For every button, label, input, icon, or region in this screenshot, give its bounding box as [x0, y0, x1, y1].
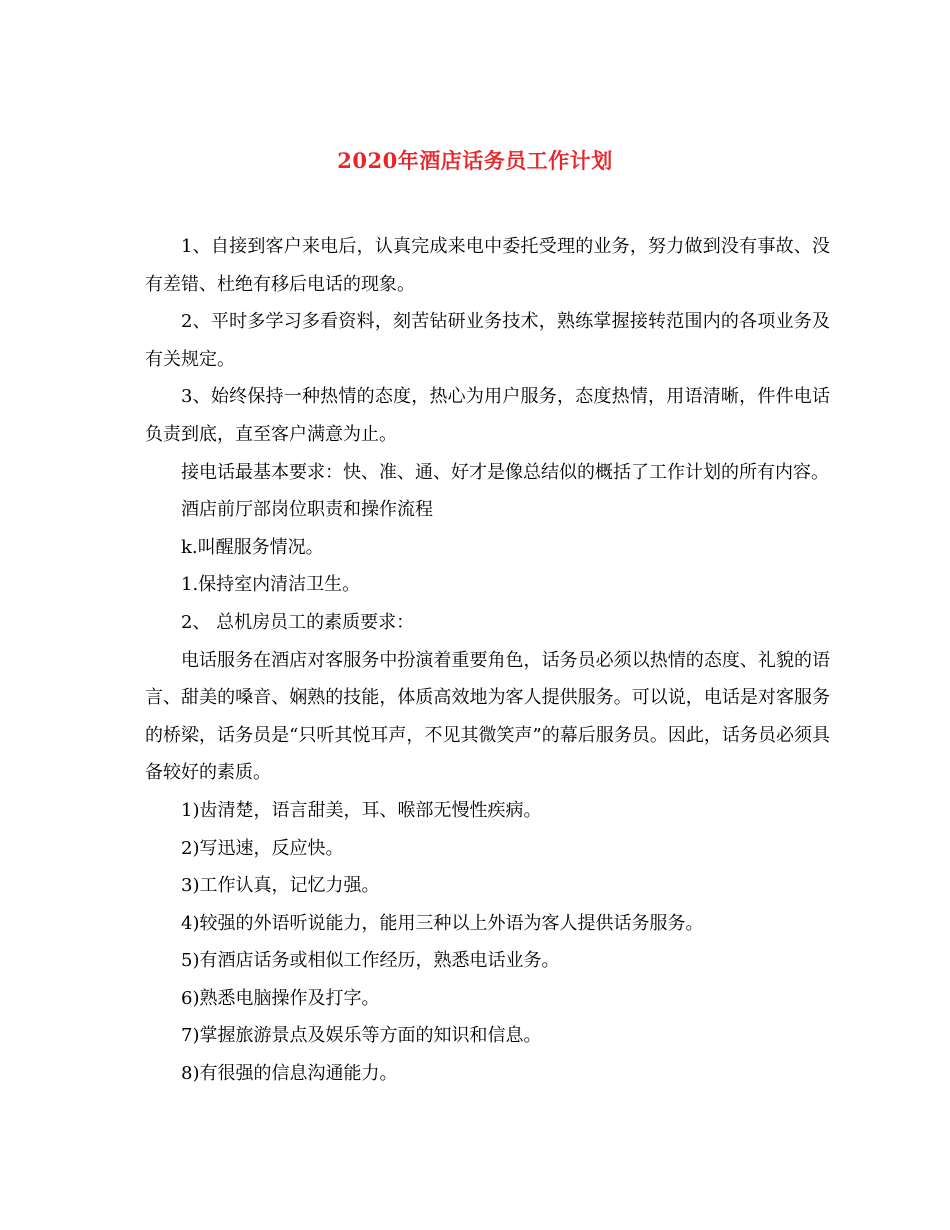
paragraph-1: 1、自接到客户来电后，认真完成来电中委托受理的业务，努力做到没有事故、没有差错、杜绝有移后电话的现象。	[145, 236, 830, 295]
paragraph-8: 2、 总机房员工的素质要求：	[181, 611, 415, 633]
paragraph-6: k.叫醒服务情况。	[181, 536, 324, 558]
paragraph-7: 1.保持室内清洁卫生。	[181, 574, 361, 596]
paragraph-5: 酒店前厅部岗位职责和操作流程	[181, 499, 433, 521]
paragraph-11: 2)写迅速，反应快。	[181, 837, 344, 859]
paragraph-16: 7)掌握旅游景点及娱乐等方面的知识和信息。	[181, 1025, 542, 1047]
paragraph-17: 8)有很强的信息沟通能力。	[181, 1063, 398, 1085]
paragraph-13: 4)较强的外语听说能力，能用三种以上外语为客人提供话务服务。	[181, 912, 704, 934]
paragraph-10: 1)齿清楚，语言甜美，耳、喉部无慢性疾病。	[181, 799, 542, 821]
paragraph-12: 3)工作认真，记忆力强。	[181, 875, 380, 897]
document-body	[145, 228, 830, 1093]
paragraph-15: 6)熟悉电脑操作及打字。	[181, 987, 380, 1009]
paragraph-3: 3、始终保持一种热情的态度，热心为用户服务，态度热情，用语清晰，件件电话负责到底，直至客户满意为止。	[145, 386, 830, 445]
paragraph-9: 电话服务在酒店对客服务中扮演着重要角色，话务员必须以热情的态度、礼貌的语言、甜美的嗓音、娴熟的技能，体质高效地为客人提供服务。可以说，电话是对客服务的桥梁，话务员是“只听其悦耳声，不见其微笑声”的幕后服务员。因此，话务员必须具备较好的素质。	[145, 649, 830, 784]
document-title: 2020年酒店话务员工作计划	[337, 148, 613, 173]
paragraph-14: 5)有酒店话务或相似工作经历，熟悉电话业务。	[181, 950, 560, 972]
paragraph-4: 接电话最基本要求：快、准、通、好才是像总结似的概括了工作计划的所有内容。	[181, 461, 829, 483]
paragraph-2: 2、平时多学习多看资料，刻苦钻研业务技术，熟练掌握接转范围内的各项业务及有关规定。	[145, 311, 830, 370]
